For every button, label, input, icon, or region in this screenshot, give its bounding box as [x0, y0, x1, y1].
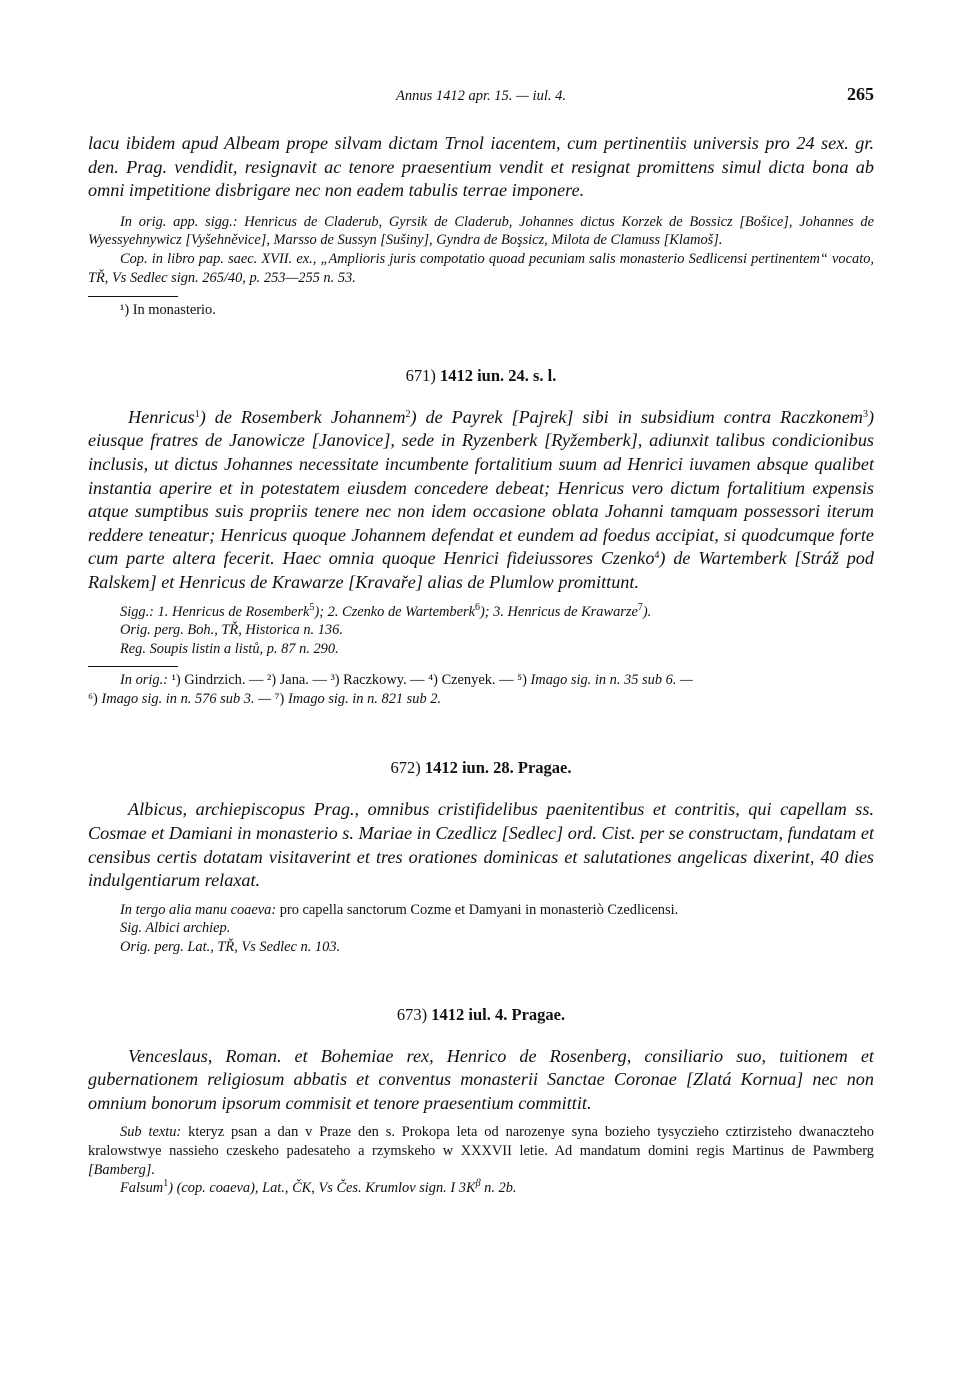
doc671-reg: Reg. Soupis listin a listů, p. 87 n. 290.: [120, 640, 339, 657]
doc672-tergo: In tergo alia manu coaeva: pro capella sanctorum Cozme et Damyani in monasteriò Czedlicensi.: [120, 901, 679, 918]
doc671-body: [88, 406, 874, 709]
running-title: Annus 1412 apr. 15. — iul. 4.: [396, 88, 566, 104]
intro-sigg: In orig. app. sigg.: Henricus de Claderub, Gyrsik de Claderub, Johannes dictus Korzek de Bossicz [Bošice], Johannes de Wyessyehnywicz [Vyšehněvice], Marsso de Sussyn [Sušiny], Gyndra de Boşsicz, Milota de Clamuss [Klamoš].: [88, 213, 874, 249]
doc672-date: 1412 iun. 28. Pragae.: [424, 758, 572, 778]
doc673-subtextu: Sub textu: kteryz psan a dan v Praze den s. Prokopa leta od narozenye syna bozieho tysyczieho cztirzisteho dwanaczteho kralowstwye nassieho czeskeho padesateho a rzymskeho w XXXVII letie. Ad mandatum domini regis Martinus de Pawmberg [Bamberg].: [88, 1124, 874, 1178]
page-header: [88, 84, 874, 112]
footnote-rule: [88, 296, 178, 297]
doc671-orig: Orig. perg. Boh., TŘ, Historica n. 136.: [120, 622, 343, 639]
doc671-date: 1412 iun. 24. s. l.: [439, 365, 557, 385]
doc671-sigg: Sigg.: 1. Henricus de Rosemberk$^5$); 2. Czenko de Wartemberk$^6$); 3. Henricus de Krawarze$^7$).: [120, 601, 652, 620]
doc672-body: [88, 798, 874, 956]
doc672-sig: Sig. Albici archiep.: [120, 920, 231, 937]
doc672-notes: [88, 901, 874, 957]
doc672-orig: Orig. perg. Lat., TŘ, Vs Sedlec n. 103.: [120, 939, 341, 956]
page: [88, 84, 874, 1198]
doc673-date: 1412 iul. 4. Pragae.: [431, 1004, 566, 1024]
doc673-number: 673): [396, 1004, 428, 1024]
footnote-rule: [88, 666, 178, 667]
doc673-notes: [88, 1123, 874, 1197]
intro-footnote: ¹) In monasterio.: [120, 302, 216, 319]
doc672-title: [88, 758, 874, 778]
doc671-title: [88, 366, 874, 386]
doc673-text: Venceslaus, Roman. et Bohemiae rex, Henrico de Rosenberg, consiliario suo, tuitionem et gubernationem religiosum abbatis et conventus monasterii Sanctae Coronae [Zlatá Kornua] nec non omnium bonorum ipsorum commisit et tenore praesentium committit.: [88, 1045, 874, 1113]
intro-text: lacu ibidem apud Albeam prope silvam dictam Trnol iacentem, cum pertinentiis universis pro 24 sex. gr. den. Prag. vendidit, resignavit ac tenore praesentium vendit et resignat promittens simul dicta bona ab omni impetitione disbrigare nec non eadem tabulis terrae imponere.: [88, 133, 874, 201]
doc671-number: 671): [405, 365, 436, 385]
doc673-body: [88, 1045, 874, 1198]
doc671-footnotes: In orig.: ¹) Gindrzich. — ²) Jana. — ³) Raczkowy. — ⁴) Czenyek. — ⁵) Imago sig. in n. 35 sub 6. — ⁶) Imago sig. in n. 576 sub 3. — ⁷) Imago sig. in n. 821 sub 2.: [88, 672, 693, 707]
page-number: 265: [847, 84, 874, 104]
intro-notes: [88, 213, 874, 287]
intro-cop: Cop. in libro pap. saec. XVII. ex., „Amplioris juris compotatio quoad pecuniam salis monasterio Sedlicensi pertinentem“ vocato, TŘ, Vs Sedlec sign. 265/40, p. 253—255 n. 53.: [88, 250, 874, 286]
doc673-title: [88, 1005, 874, 1025]
doc672-text: Albicus, archiepiscopus Prag., omnibus cristifidelibus paenitentibus et contritis, qui capellam ss. Cosmae et Damiani in monasterio s. Mariae in Czedlicz [Sedlec] ord. Cist. per se constructam, fundatam et censibus certis dotatam visitaverint et tres orationes dominicas et salutationes angelicas dixerint, 40 dies indulgentiarum relaxat.: [88, 799, 874, 891]
intro-section: [88, 132, 874, 320]
doc671-notes: [88, 603, 874, 659]
doc673-falsum: Falsum$^1$) (cop. coaeva), Lat., ČK, Vs Čes. Krumlov sign. I $3K^\beta$ n. 2b.: [120, 1178, 517, 1197]
doc671-text: Henricus$^1$) de Rosemberk Johannem$^2$) de Payrek [Pajrek] sibi in subsidium contra Raczkonem$^3$) eiusque fratres de Janowicze [Janovice], sede in Ryzenberk [Ryžemberk], adiunxit talibus condicionibus inclusis, ut dictus Johannes necessitate incumbente fortalitium suum ad Henrici iuvamen absque qualibet instantia aperire et in potestatem eiusdem concedere debeat; Henricus vero dictum fortalitium expensis atque sumptibus suis propriis tenere nec non idem occasione oblata Johanni tamquam possessori iterum reddere teneatur; Henricus quoque Johannem defendat et eundem ad foedus accipiat, si quodcumque forte cum parte altera fecerit. Haec omnia quoque Henrici fideiussores Czenko$^4$) de Wartemberk [Stráž pod Ralskem] et Henricus de Krawarze [Kravaře] alias de Plumlow promittunt.: [88, 406, 874, 592]
doc672-number: 672): [390, 758, 421, 778]
